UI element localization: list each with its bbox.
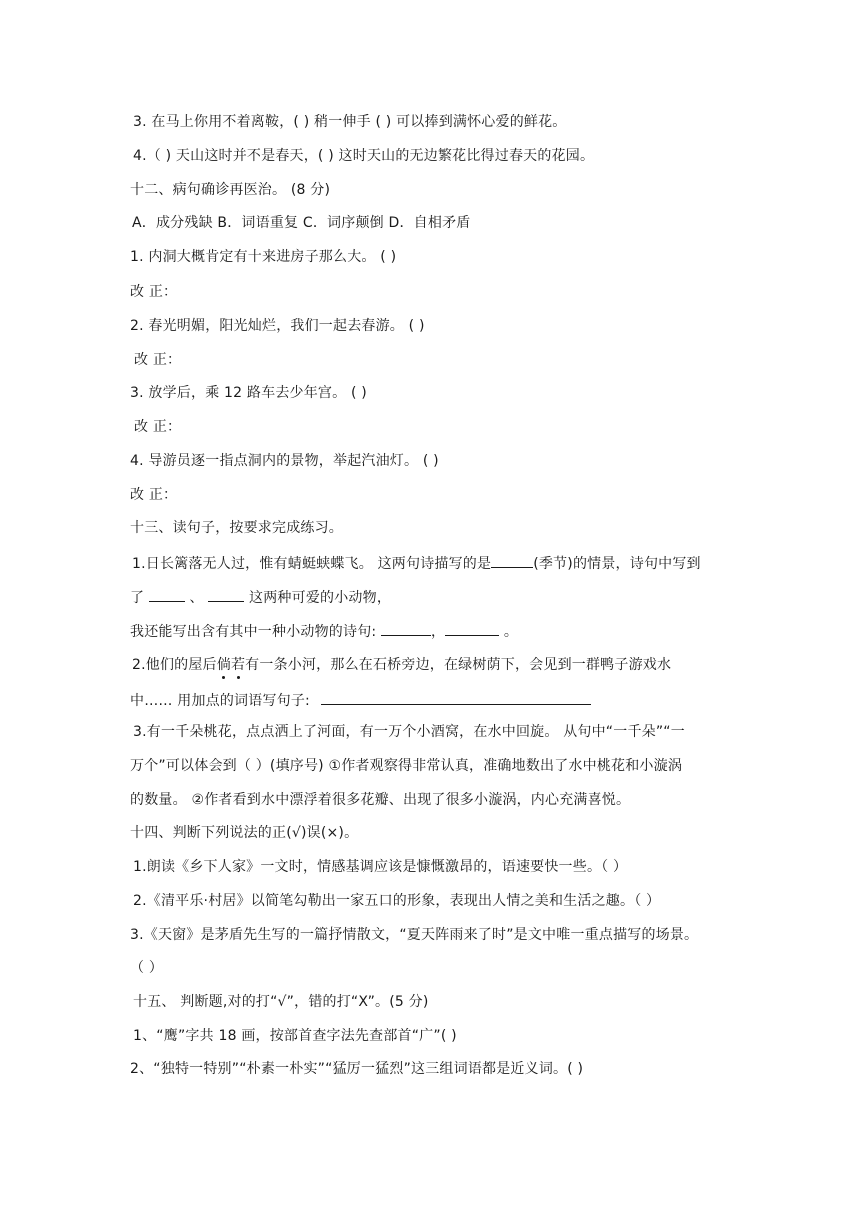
animal-1-blank[interactable] <box>149 586 185 602</box>
question-13-1-text-d: 这两种可爱的小动物， <box>249 590 392 606</box>
question-13-1-text-e: 我还能写出含有其中一种小动物的诗句: <box>130 624 377 640</box>
judgment-3-bracket: （ ） <box>130 960 164 976</box>
correction-label-1: 改 正： <box>130 284 178 300</box>
question-13-2-text-c: 中…… 用加点的词语写句子: <box>130 693 310 709</box>
judgment-3: 3.《天窗》是茅盾先生写的一篇抒情散文，“夏天阵雨来了时”是文中唯一重点描写的场景。 <box>130 927 699 943</box>
section-12-options: A．成分残缺 B．词语重复 C．词序颠倒 D．自相矛盾 <box>132 215 471 231</box>
sentence-3: 3. 放学后，乘 12 路车去少年宫。 ( ) <box>130 385 367 401</box>
correction-label-4: 改 正： <box>130 487 178 503</box>
section-12-heading: 十二、病句确诊再医治。 (8 分) <box>130 182 331 198</box>
correction-label-2: 改 正： <box>134 352 182 368</box>
sentence-4: 4. 导游员逐一指点洞内的景物，举起汽油灯。 ( ) <box>130 453 439 469</box>
question-13-3-line-1: 3.有一千朵桃花，点点洒上了河面，有一万个小酒窝，在水中回旋。 从句中“一千朵”“一 <box>133 724 685 740</box>
sentence-2: 2. 春光明媚，阳光灿烂，我们一起去春游。 ( ) <box>130 318 425 334</box>
animal-2-blank[interactable] <box>208 586 244 602</box>
sentence-answer-blank[interactable] <box>321 689 591 705</box>
question-13-1-period: 。 <box>503 624 519 640</box>
section-13-heading: 十三、读句子，按要求完成练习。 <box>130 520 343 536</box>
poem-line-1-blank[interactable] <box>381 620 431 636</box>
question-11-item-3: 3. 在马上你用不着离鞍，( ) 稍一伸手 ( ) 可以捧到满怀心爱的鲜花。 <box>133 114 567 130</box>
judgment-2: 2.《清平乐·村居》以简笔勾勒出一家五口的形象，表现出人情之美和生活之趣。（ ） <box>133 893 661 909</box>
poem-line-2-blank[interactable] <box>445 620 499 636</box>
judgment-1: 1.朗读《乡下人家》一文时，情感基调应该是慷慨激昂的，语速要快一些。（ ） <box>133 859 628 875</box>
question-13-3-line-3: 的数量。 ②作者看到水中漂浮着很多花瓣、出现了很多小漩涡，内心充满喜悦。 <box>130 792 631 808</box>
question-13-1-line-1 <box>132 552 701 574</box>
question-13-1-comma: ， <box>430 624 446 640</box>
question-13-2-line-2 <box>130 689 591 711</box>
question-13-1-line-3 <box>130 620 518 642</box>
question-11-item-4: 4.（ ) 天山这时并不是春天，( ) 这时天山的无边繁花比得过春天的花园。 <box>133 148 595 164</box>
question-13-3-line-2: 万个”可以体会到（ ）(填序号) ①作者观察得非常认真，准确地数出了水中桃花和小漩涡 <box>130 758 683 774</box>
question-13-1-separator: 、 <box>189 590 204 606</box>
question-13-1-text-b: (季节)的情景，诗句中写到 <box>533 556 701 572</box>
question-13-2-text-a: 2.他们的屋后 <box>132 657 217 673</box>
question-13-1-text-c: 了 <box>130 590 145 606</box>
question-13-1-text-a: 1.日长篱落无人过，惟有蜻蜓蛱蝶飞。 这两句诗描写的是 <box>132 556 492 572</box>
season-answer-blank[interactable] <box>491 552 533 568</box>
question-13-2-text-b: 有一条小河，那么在石桥旁边，在绿树荫下，会见到一群鸭子游戏水 <box>245 657 672 673</box>
dotted-word-char-1: 倘 <box>216 657 231 673</box>
question-13-2-line-1 <box>132 655 671 675</box>
correction-label-3: 改 正： <box>134 419 182 435</box>
true-false-2: 2、“独特一特别”“朴素一朴实”“猛厉一猛烈”这三组词语都是近义词。( ) <box>130 1061 584 1077</box>
question-13-1-line-2 <box>130 586 391 608</box>
dotted-word-char-2: 若 <box>230 657 246 673</box>
section-14-heading: 十四、判断下列说法的正(√)误(×)。 <box>130 825 359 841</box>
sentence-1: 1. 内洞大概肯定有十来进房子那么大。 ( ) <box>130 249 397 265</box>
section-15-heading: 十五、 判断题,对的打“√”，错的打“X”。(5 分) <box>133 994 429 1010</box>
true-false-1: 1、“鹰”字共 18 画，按部首查字法先查部首“广”( ) <box>133 1028 457 1044</box>
